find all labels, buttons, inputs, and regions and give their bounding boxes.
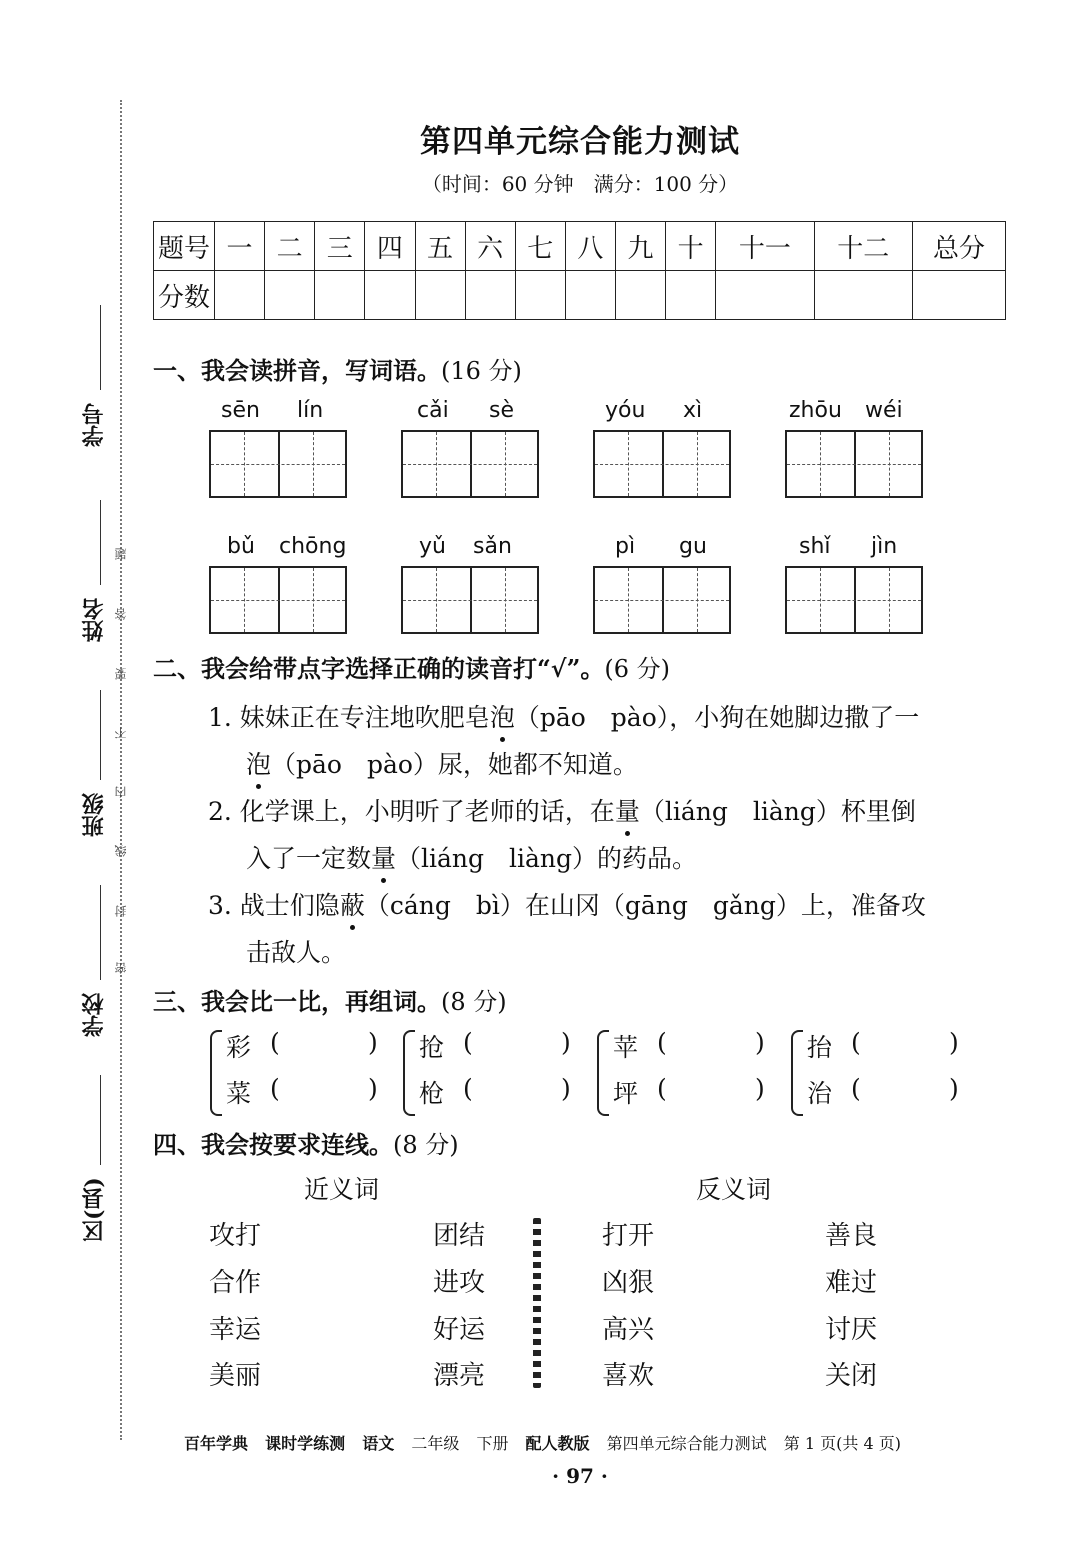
- character-writing-grid[interactable]: [209, 566, 347, 634]
- dotted-char: 量: [371, 839, 396, 875]
- grid-guide: [595, 464, 729, 465]
- score-cell[interactable]: [515, 271, 565, 320]
- answer-paren-open: (: [463, 1028, 473, 1057]
- score-cell[interactable]: [666, 271, 716, 320]
- match-word[interactable]: 漂亮: [433, 1361, 486, 1391]
- section-3-heading: [153, 982, 507, 1017]
- pinyin-syllable: zhōu: [789, 398, 842, 423]
- footer-series: 课时学练测: [265, 1434, 346, 1453]
- section-1-heading: [153, 351, 522, 386]
- binding-notice-char: 内: [114, 786, 128, 798]
- question-2-2-line-1: [208, 792, 916, 828]
- grid-guide: [595, 600, 729, 601]
- dotted-divider: [533, 1218, 541, 1388]
- compare-char: 苹: [613, 1033, 639, 1062]
- score-col-header: 七: [515, 222, 565, 271]
- binding-notice-char: 答: [114, 608, 128, 620]
- score-col-header: 一: [215, 222, 265, 271]
- section-4-points: (8 分): [393, 1131, 459, 1159]
- character-writing-grid[interactable]: [785, 566, 923, 634]
- answer-paren-open: (: [270, 1074, 280, 1103]
- score-col-header: 十二: [814, 222, 912, 271]
- dotted-char: 蔽: [340, 886, 365, 922]
- answer-paren-open: (: [851, 1074, 861, 1103]
- pinyin-syllable: pì: [615, 534, 636, 559]
- grid-guide: [403, 464, 537, 465]
- match-word[interactable]: 讨厌: [825, 1315, 878, 1345]
- binding-blank-school[interactable]: [100, 885, 101, 980]
- footer-brand: 百年学典: [184, 1434, 249, 1453]
- answer-paren-open: (: [851, 1028, 861, 1057]
- pinyin-choice[interactable]: （pāo pào），小狗在她脚边撒了一: [514, 703, 920, 732]
- match-word[interactable]: 团结: [433, 1221, 486, 1251]
- score-cell[interactable]: [315, 271, 365, 320]
- pinyin-syllable: yóu: [605, 398, 646, 423]
- pinyin-syllable: chōng: [279, 534, 347, 559]
- dotted-char: 泡: [490, 698, 515, 734]
- pinyin-syllable: lín: [297, 398, 324, 423]
- match-word[interactable]: 高兴: [602, 1315, 655, 1345]
- pinyin-choice[interactable]: （liáng liàng）杯里倒: [639, 797, 916, 826]
- binding-label-district: 区(县): [81, 1177, 107, 1243]
- character-writing-grid[interactable]: [401, 566, 539, 634]
- binding-label-class: 班级: [81, 793, 107, 837]
- compare-char: 彩: [226, 1033, 252, 1062]
- score-col-header: 二: [265, 222, 315, 271]
- compare-char: 菜: [226, 1079, 252, 1108]
- footer-grade: 二年级: [411, 1434, 460, 1453]
- score-cell[interactable]: [814, 271, 912, 320]
- answer-paren-close: ): [368, 1028, 378, 1057]
- page-number: · 97 ·: [552, 1464, 608, 1488]
- brace-icon: [210, 1030, 222, 1116]
- score-cell[interactable]: [465, 271, 515, 320]
- score-col-header: 十一: [716, 222, 814, 271]
- match-word[interactable]: 攻打: [209, 1221, 262, 1251]
- match-word[interactable]: 喜欢: [602, 1361, 655, 1391]
- binding-notice-char: 封: [114, 905, 128, 917]
- binding-label-name: 姓名: [81, 598, 107, 642]
- score-row-label: 分数: [154, 271, 215, 320]
- answer-paren-close: ): [561, 1028, 571, 1057]
- score-header-label: 题号: [154, 222, 215, 271]
- compare-char: 枪: [419, 1079, 445, 1108]
- dotted-char: 泡: [246, 745, 271, 781]
- score-table-header-row: [154, 222, 1006, 271]
- match-word[interactable]: 美丽: [209, 1361, 262, 1391]
- character-writing-grid[interactable]: [401, 430, 539, 498]
- match-word[interactable]: 善良: [825, 1221, 878, 1251]
- footer-test-name: 第四单元综合能力测试: [606, 1434, 767, 1453]
- q1-text: 1. 妹妹正在专注地吹肥皂: [208, 703, 490, 732]
- pinyin-choice[interactable]: （cáng bì）在山冈（gāng gǎng）上，准备攻: [364, 891, 926, 920]
- grid-guide: [787, 600, 921, 601]
- score-cell[interactable]: [215, 271, 265, 320]
- pinyin-choice[interactable]: （liáng liàng）的药品。: [396, 844, 698, 873]
- score-table-score-row: [154, 271, 1006, 320]
- score-cell[interactable]: [415, 271, 465, 320]
- binding-label-school: 学校: [81, 993, 107, 1037]
- binding-notice-char: 密: [114, 962, 128, 974]
- character-writing-grid[interactable]: [209, 430, 347, 498]
- character-writing-grid[interactable]: [593, 430, 731, 498]
- score-cell[interactable]: [365, 271, 415, 320]
- answer-paren-open: (: [657, 1028, 667, 1057]
- compare-char: 坪: [613, 1079, 639, 1108]
- footer-volume: 下册: [476, 1434, 509, 1453]
- q3-text: 击敌人。: [246, 938, 347, 967]
- answer-paren-close: ): [755, 1074, 765, 1103]
- q3-text: 3. 战士们隐: [208, 891, 340, 920]
- brace-icon: [403, 1030, 415, 1116]
- score-col-header: 三: [315, 222, 365, 271]
- score-cell[interactable]: [265, 271, 315, 320]
- match-word[interactable]: 进攻: [433, 1268, 486, 1298]
- section-3-points: (8 分): [441, 988, 507, 1016]
- pinyin-syllable: sè: [489, 398, 514, 423]
- score-cell[interactable]: [616, 271, 666, 320]
- binding-notice-char: 不: [114, 727, 128, 739]
- synonym-heading: 近义词: [304, 1175, 380, 1204]
- q2-text: 入了一定数: [246, 844, 372, 873]
- answer-paren-close: ): [755, 1028, 765, 1057]
- binding-dotted-line: [120, 100, 122, 1440]
- section-2-heading: [153, 649, 670, 684]
- score-cell[interactable]: [565, 271, 615, 320]
- section-1-points: (16 分): [441, 357, 522, 385]
- binding-notice-char: 题: [114, 548, 128, 560]
- question-2-2-line-2: [246, 839, 697, 875]
- match-word[interactable]: 凶狠: [602, 1268, 655, 1298]
- footer-subject: 语文: [362, 1434, 395, 1453]
- section-4-title: 四、我会按要求连线。: [153, 1130, 393, 1159]
- pinyin-syllable: wéi: [865, 398, 903, 423]
- score-col-header: 四: [365, 222, 415, 271]
- answer-paren-open: (: [657, 1074, 667, 1103]
- binding-label-student-id: 学号: [81, 403, 107, 447]
- test-duration-info: （时间：60 分钟 满分：100 分）: [421, 172, 739, 196]
- answer-paren-open: (: [270, 1028, 280, 1057]
- footer-edition: 配人教版: [525, 1434, 590, 1453]
- pinyin-syllable: sēn: [221, 398, 260, 423]
- section-4-heading: [153, 1125, 459, 1160]
- binding-blank-student-id[interactable]: [100, 305, 101, 390]
- pinyin-syllable: cǎi: [417, 398, 449, 423]
- page-title: 第四单元综合能力测试: [420, 124, 740, 160]
- pinyin-syllable: sǎn: [473, 534, 512, 559]
- binding-notice-char: 线: [114, 845, 128, 857]
- answer-paren-close: ): [949, 1074, 959, 1103]
- compare-char: 治: [807, 1079, 833, 1108]
- pinyin-syllable: bǔ: [227, 534, 255, 559]
- grid-guide: [211, 464, 345, 465]
- pinyin-syllable: gu: [679, 534, 707, 559]
- compare-char: 抢: [419, 1033, 445, 1062]
- answer-paren-close: ): [949, 1028, 959, 1057]
- footer-page-info: 第 1 页(共 4 页): [783, 1434, 901, 1453]
- grid-guide: [787, 464, 921, 465]
- character-writing-grid[interactable]: [785, 430, 923, 498]
- pinyin-syllable: shǐ: [799, 534, 831, 559]
- brace-icon: [791, 1030, 803, 1116]
- score-col-header: 十: [666, 222, 716, 271]
- antonym-heading: 反义词: [696, 1175, 772, 1204]
- score-col-header: 九: [616, 222, 666, 271]
- dotted-char: 量: [615, 792, 640, 828]
- grid-guide: [211, 600, 345, 601]
- section-1-title: 一、我会读拼音，写词语。: [153, 356, 441, 385]
- binding-blank-district[interactable]: [100, 1075, 101, 1165]
- match-word[interactable]: 打开: [602, 1221, 655, 1251]
- match-word[interactable]: 合作: [209, 1268, 262, 1298]
- pinyin-choice[interactable]: （pāo pào）尿，她都不知道。: [271, 750, 638, 779]
- answer-paren-close: ): [561, 1074, 571, 1103]
- section-2-points: (6 分): [604, 655, 671, 683]
- score-table: [153, 221, 1006, 320]
- score-col-header: 五: [415, 222, 465, 271]
- brace-icon: [597, 1030, 609, 1116]
- pinyin-syllable: yǔ: [419, 534, 446, 559]
- section-2-title: 二、我会给带点字选择正确的读音打“√”。: [153, 654, 605, 683]
- score-cell[interactable]: [716, 271, 814, 320]
- binding-blank-class[interactable]: [100, 690, 101, 780]
- section-3-title: 三、我会比一比，再组词。: [153, 987, 441, 1016]
- binding-notice-char: 要: [114, 668, 128, 680]
- q2-text: 2. 化学课上，小明听了老师的话，在: [208, 797, 615, 826]
- question-2-1-line-2: [246, 745, 638, 781]
- score-col-header: 六: [465, 222, 515, 271]
- character-writing-grid[interactable]: [593, 566, 731, 634]
- answer-paren-open: (: [463, 1074, 473, 1103]
- score-col-header-total: 总分: [913, 222, 1006, 271]
- answer-paren-close: ): [368, 1074, 378, 1103]
- binding-blank-name[interactable]: [100, 500, 101, 585]
- footer-bar: [184, 1431, 913, 1454]
- grid-guide: [403, 600, 537, 601]
- question-2-1-line-1: [208, 698, 919, 734]
- match-word[interactable]: 关闭: [825, 1361, 878, 1391]
- match-word[interactable]: 幸运: [209, 1315, 262, 1345]
- question-2-3-line-2: [246, 933, 346, 969]
- pinyin-syllable: xì: [683, 398, 703, 423]
- pinyin-syllable: jìn: [871, 534, 898, 559]
- question-2-3-line-1: [208, 886, 926, 922]
- score-col-header: 八: [565, 222, 615, 271]
- compare-char: 抬: [807, 1033, 833, 1062]
- match-word[interactable]: 难过: [825, 1268, 878, 1298]
- score-cell-total[interactable]: [913, 271, 1006, 320]
- match-word[interactable]: 好运: [433, 1315, 486, 1345]
